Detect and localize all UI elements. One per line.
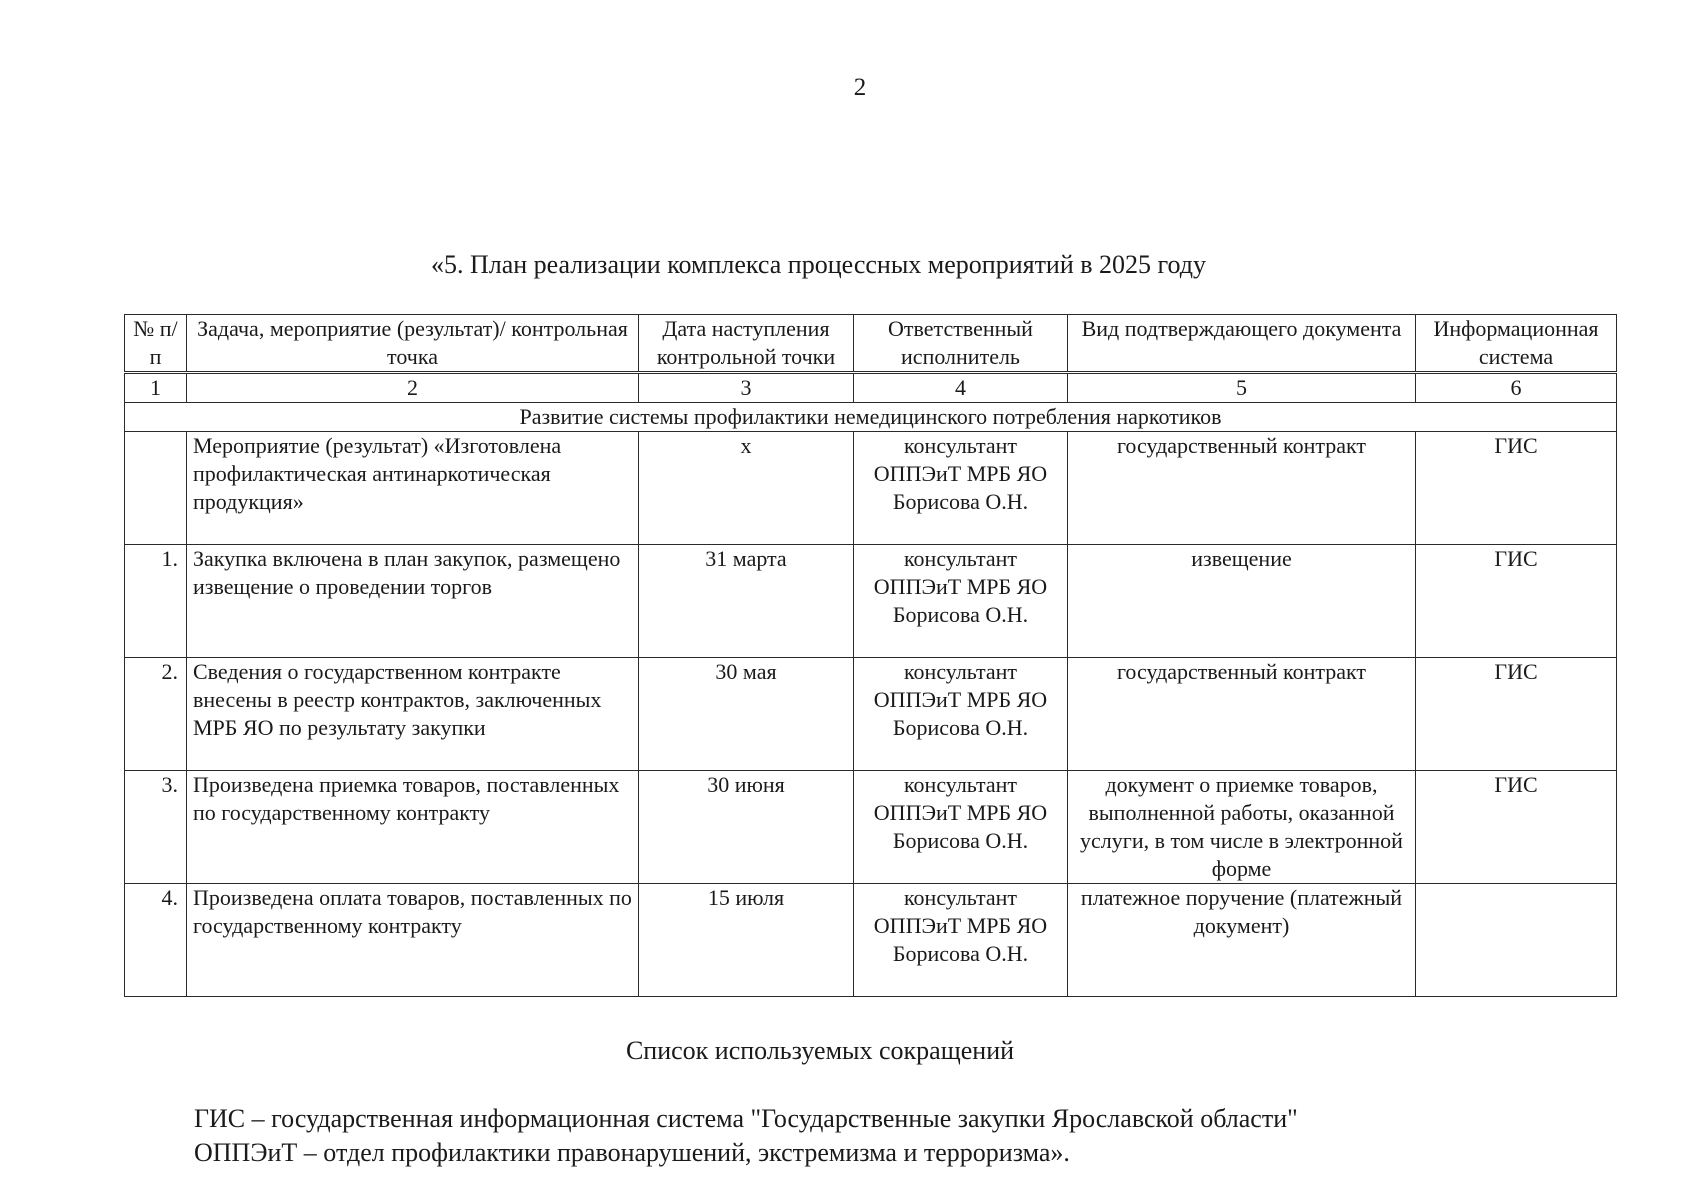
row-num: 2.	[125, 658, 187, 771]
row-executor: консультант ОППЭиТ МРБ ЯО Борисова О.Н.	[854, 432, 1068, 545]
row-executor: консультант ОППЭиТ МРБ ЯО Борисова О.Н.	[854, 658, 1068, 771]
row-executor: консультант ОППЭиТ МРБ ЯО Борисова О.Н.	[854, 884, 1068, 997]
row-task: Закупка включена в план закупок, размещено извещение о проведении торгов	[187, 545, 639, 658]
row-document: государственный контракт	[1068, 432, 1416, 545]
table-title: «5. План реализации комплекса процессных мероприятий в 2025 году	[430, 250, 1207, 279]
row-system: ГИС	[1416, 432, 1617, 545]
table-header-row	[125, 315, 1617, 373]
row-date: 30 июня	[639, 771, 854, 884]
column-number: 4	[854, 373, 1068, 403]
row-system: ГИС	[1416, 545, 1617, 658]
row-executor: консультант ОППЭиТ МРБ ЯО Борисова О.Н.	[854, 771, 1068, 884]
header-executor: Ответственный исполнитель	[854, 315, 1068, 373]
column-number: 6	[1416, 373, 1617, 403]
header-system: Информационная система	[1416, 315, 1617, 373]
column-numbers-row	[125, 373, 1617, 403]
column-number: 5	[1068, 373, 1416, 403]
column-number: 3	[639, 373, 854, 403]
table-row	[125, 658, 1617, 771]
row-date: 31 марта	[639, 545, 854, 658]
row-document: государственный контракт	[1068, 658, 1416, 771]
abbreviation-item: ГИС – государственная информационная система "Государственные закупки Ярославской области"	[194, 1104, 1298, 1133]
abbreviations-list	[194, 1102, 1298, 1170]
row-num	[125, 432, 187, 545]
row-task: Произведена оплата товаров, поставленных по государственному контракту	[187, 884, 639, 997]
row-task: Сведения о государственном контракте внесены в реестр контрактов, заключенных МРБ ЯО по результату закупки	[187, 658, 639, 771]
header-date: Дата наступления контрольной точки	[639, 315, 854, 373]
table-row	[125, 545, 1617, 658]
row-date: 15 июля	[639, 884, 854, 997]
column-number: 1	[125, 373, 187, 403]
page-number: 2	[853, 74, 867, 101]
plan-table	[124, 314, 1617, 997]
row-task: Произведена приемка товаров, поставленных по государственному контракту	[187, 771, 639, 884]
table-row	[125, 771, 1617, 884]
header-task: Задача, мероприятие (результат)/ контрольная точка	[187, 315, 639, 373]
table-row	[125, 884, 1617, 997]
row-document: документ о приемке товаров, выполненной работы, оказанной услуги, в том числе в электронной форме	[1068, 771, 1416, 884]
row-executor: консультант ОППЭиТ МРБ ЯО Борисова О.Н.	[854, 545, 1068, 658]
section-title: Развитие системы профилактики немедицинского потребления наркотиков	[125, 403, 1617, 432]
abbreviation-item: ОППЭиТ – отдел профилактики правонарушений, экстремизма и терроризма».	[194, 1138, 1070, 1167]
row-system: ГИС	[1416, 658, 1617, 771]
column-number: 2	[187, 373, 639, 403]
row-system: ГИС	[1416, 771, 1617, 884]
row-date: х	[639, 432, 854, 545]
row-date: 30 мая	[639, 658, 854, 771]
row-document: платежное поручение (платежный документ)	[1068, 884, 1416, 997]
abbreviations-title: Список используемых сокращений	[625, 1036, 1015, 1065]
row-num: 3.	[125, 771, 187, 884]
row-num: 1.	[125, 545, 187, 658]
header-document: Вид подтверждающего документа	[1068, 315, 1416, 373]
row-num: 4.	[125, 884, 187, 997]
section-row	[125, 403, 1617, 432]
table-row	[125, 432, 1617, 545]
row-task: Мероприятие (результат) «Изготовлена профилактическая антинаркотическая продукция»	[187, 432, 639, 545]
row-system	[1416, 884, 1617, 997]
row-document: извещение	[1068, 545, 1416, 658]
header-num: № п/п	[125, 315, 187, 373]
